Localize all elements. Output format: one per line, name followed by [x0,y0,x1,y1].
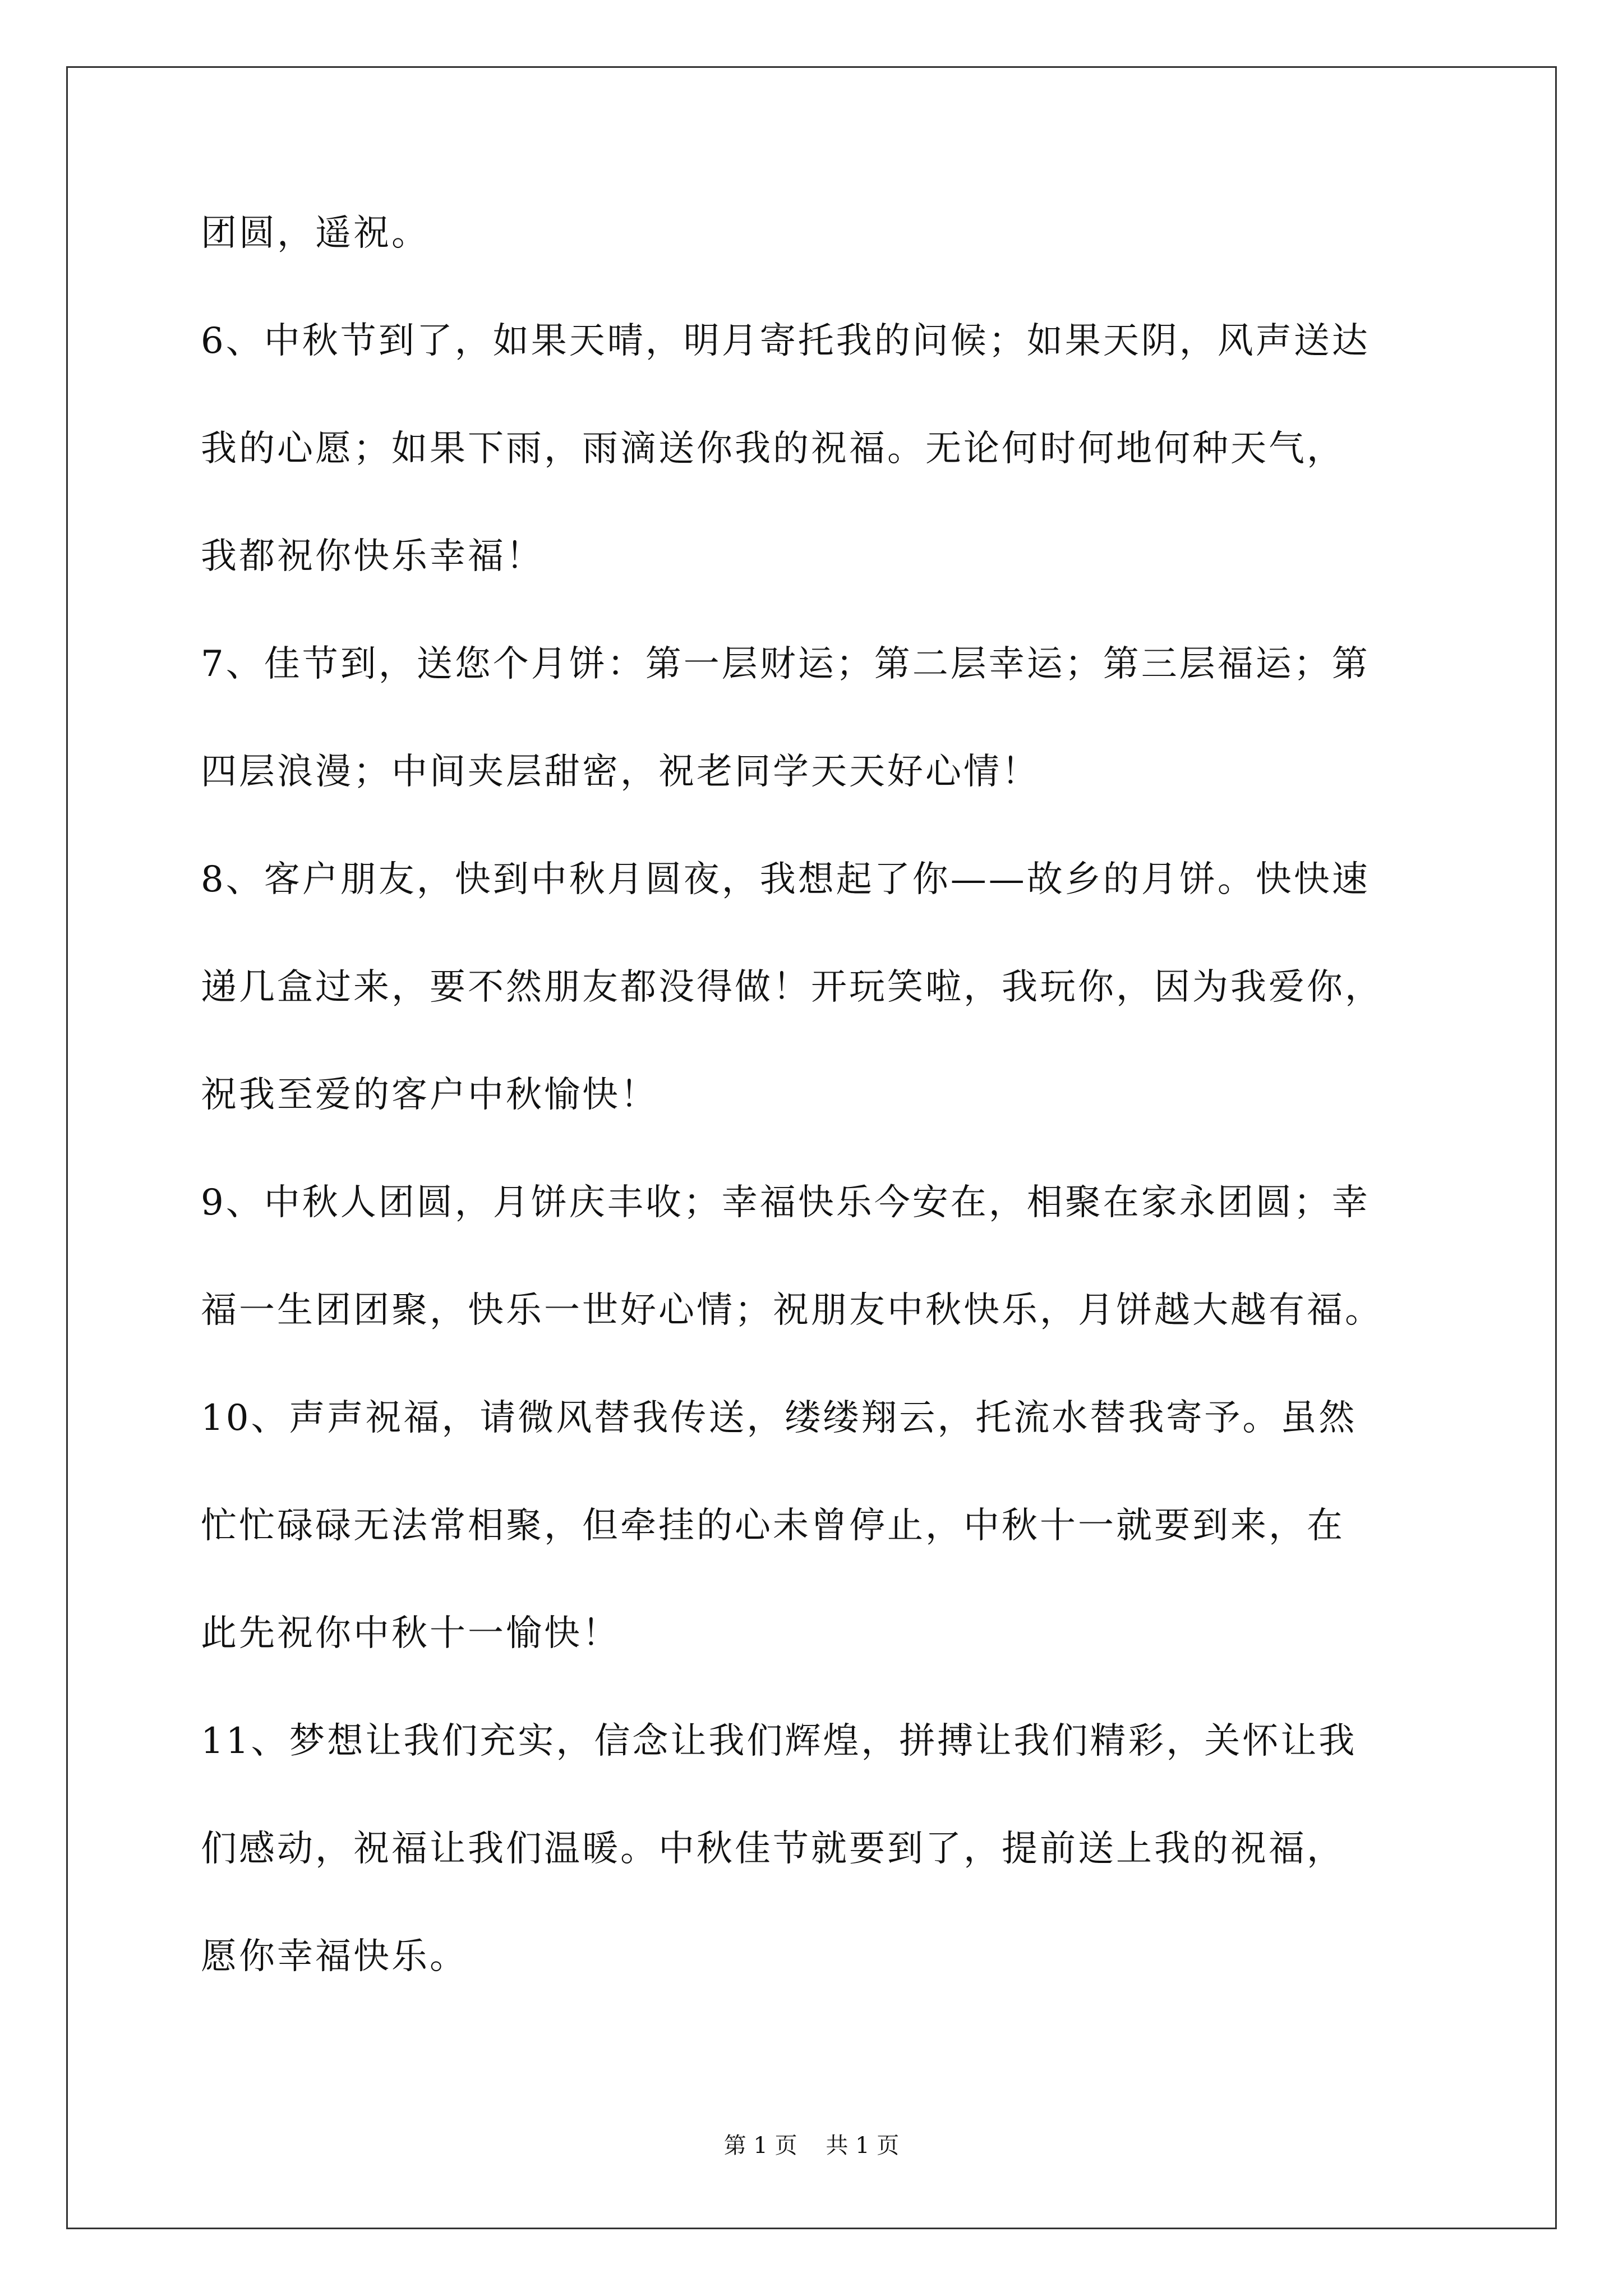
text-line: 11、梦想让我们充实，信念让我们辉煌，拼搏让我们精彩，关怀让我 [201,1720,1357,1762]
text-line: 10、声声祝福，请微风替我传送，缕缕翔云，托流水替我寄予。虽然 [201,1397,1357,1439]
text-line: 递几盒过来，要不然朋友都没得做！开玩笑啦，我玩你，因为我爱你， [201,967,1383,1008]
text-line: 此先祝你中秋十一愉快！ [201,1613,620,1654]
text-line: 四层浪漫；中间夹层甜密，祝老同学天天好心情！ [201,751,1040,793]
text-line: 我都祝你快乐幸福！ [201,536,544,577]
text-line: 6、中秋节到了，如果天晴，明月寄托我的问候；如果天阴，风声送达 [201,320,1370,362]
text-line: 们感动，祝福让我们温暖。中秋佳节就要到了，提前送上我的祝福， [201,1828,1345,1870]
text-line: 8、客户朋友，快到中秋月圆夜，我想起了你——故乡的月饼。快快速 [201,859,1370,900]
text-line: 7、佳节到，送您个月饼：第一层财运；第二层幸运；第三层福运；第 [201,643,1370,685]
text-line: 团圆，遥祝。 [201,213,430,254]
text-line: 祝我至爱的客户中秋愉快！ [201,1074,658,1116]
text-line: 我的心愿；如果下雨，雨滴送你我的祝福。无论何时何地何种天气， [201,428,1345,470]
text-line: 9、中秋人团圆，月饼庆丰收；幸福快乐今安在，相聚在家永团圆；幸 [201,1182,1370,1223]
text-line: 忙忙碌碌无法常相聚，但牵挂的心未曾停止，中秋十一就要到来，在 [201,1505,1345,1547]
text-line: 愿你幸福快乐。 [201,1936,468,1977]
page-number-footer: 第 1 页 共 1 页 [723,2133,900,2159]
document-body [201,215,1468,1975]
text-line: 福一生团团聚，快乐一世好心情；祝朋友中秋快乐，月饼越大越有福。 [201,1290,1383,1331]
